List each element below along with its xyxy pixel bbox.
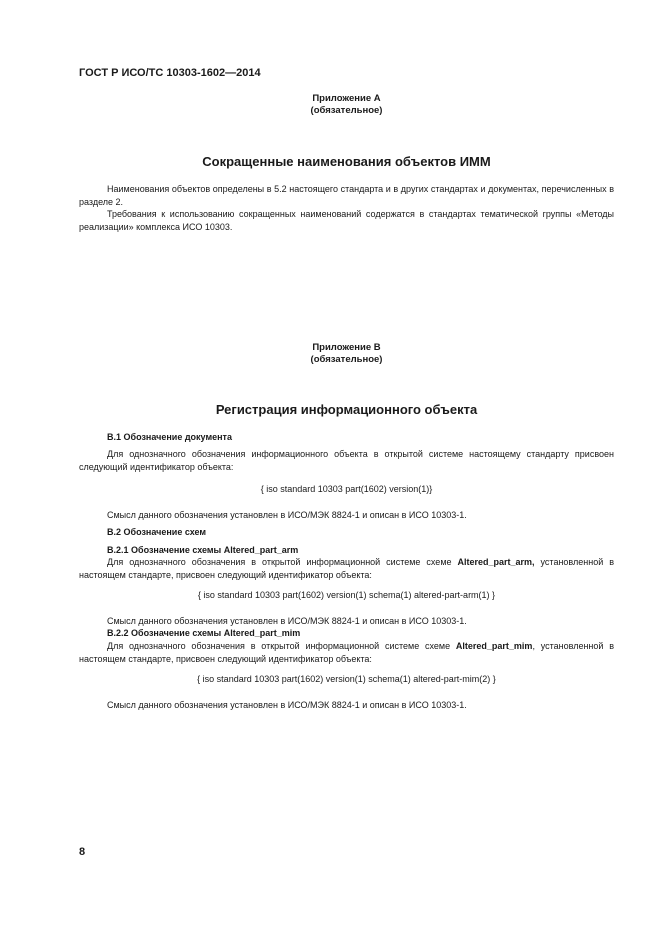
- annex-a-label: Приложение А: [312, 93, 381, 104]
- section-b22-oid: { iso standard 10303 part(1602) version(1) schema(1) altered-part-mim(2) }: [197, 674, 496, 684]
- document-header: ГОСТ Р ИСО/ТС 10303-1602—2014: [79, 67, 261, 79]
- section-b21-text: [79, 556, 614, 581]
- page-number: 8: [79, 846, 86, 858]
- section-b22-schema-name: Altered_part_mim: [455, 641, 533, 651]
- section-b21-oid: { iso standard 10303 part(1602) version(1) schema(1) altered-part-arm(1) }: [197, 590, 496, 600]
- section-b1-heading: В.1 Обозначение документа: [107, 432, 232, 442]
- section-b22-text-after: , установленной в настоящем стандарте, присвоен следующий идентификатор объекта:: [79, 641, 614, 664]
- annex-a-heading: [79, 93, 614, 117]
- section-b2-heading: В.2 Обозначение схем: [107, 527, 207, 537]
- section-b1-note: Смысл данного обозначения установлен в ИСО/МЭК 8824-1 и описан в ИСО 10303-1.: [107, 510, 467, 520]
- section-b21-text-after: установленной в настоящем стандарте, присвоен следующий идентификатор объекта:: [79, 557, 614, 580]
- section-b22-text: [79, 640, 614, 665]
- annex-b-title: Регистрация информационного объекта: [215, 402, 478, 417]
- annex-a-title: Сокращенные наименования объектов ИММ: [202, 154, 491, 169]
- section-b21-schema-name: Altered_part_arm,: [457, 557, 535, 567]
- annex-a-paragraph-1: Наименования объектов определены в 5.2 настоящего стандарта и в других стандартах и документах, перечисленных в разделе 2.: [79, 184, 614, 207]
- section-b1-oid: { iso standard 10303 part(1602) version(1)}: [260, 484, 433, 494]
- annex-a-paragraph-2: Требования к использованию сокращенных наименований содержатся в стандартах тематической группы «Методы реализации» комплекса ИСО 10303.: [79, 209, 614, 232]
- section-b21-note: Смысл данного обозначения установлен в ИСО/МЭК 8824-1 и описан в ИСО 10303-1.: [107, 616, 467, 626]
- annex-b-status: (обязательное): [310, 354, 383, 365]
- section-b21-heading: В.2.1 Обозначение схемы Altered_part_arm: [107, 545, 299, 555]
- annex-b-label: Приложение В: [312, 342, 381, 353]
- section-b21-text-before: Для однозначного обозначения в открытой информационной системе схеме: [107, 557, 458, 567]
- section-b22-note: Смысл данного обозначения установлен в ИСО/МЭК 8824-1 и описан в ИСО 10303-1.: [107, 700, 467, 710]
- annex-a-status: (обязательное): [310, 105, 383, 116]
- annex-b-heading: [79, 342, 614, 366]
- section-b22-heading: В.2.2 Обозначение схемы Altered_part_mim: [107, 628, 301, 638]
- section-b22-text-before: Для однозначного обозначения в открытой информационной системе схеме: [107, 641, 456, 651]
- section-b1-text: Для однозначного обозначения информационного объекта в открытой системе настоящему стандарту присвоен следующий идентификатор объекта:: [79, 449, 614, 472]
